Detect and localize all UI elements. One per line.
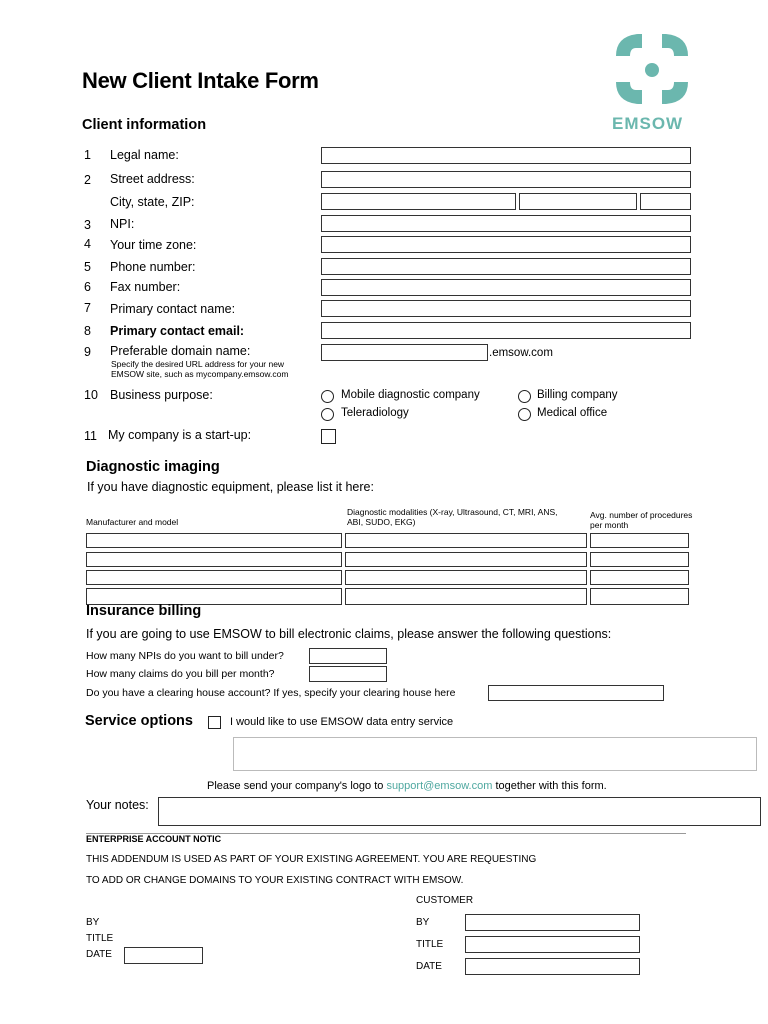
row-number: 8 bbox=[84, 324, 91, 338]
data-entry-checkbox[interactable] bbox=[208, 716, 221, 729]
client-info-heading: Client information bbox=[82, 117, 207, 133]
teleradiology-option: Teleradiology bbox=[341, 407, 409, 419]
row-number: 1 bbox=[84, 148, 91, 162]
fax-input[interactable] bbox=[321, 279, 691, 296]
title-label: TITLE bbox=[86, 933, 114, 944]
customer-by-input[interactable] bbox=[465, 914, 640, 931]
business-purpose-label: Business purpose: bbox=[110, 388, 213, 402]
equipment-cell[interactable] bbox=[590, 552, 689, 567]
row-number: 4 bbox=[84, 237, 91, 251]
clearing-house-question: Do you have a clearing house account? If yes, specify your clearing house here bbox=[86, 687, 456, 699]
customer-by-label: BY bbox=[416, 917, 430, 928]
domain-label: Preferable domain name: bbox=[110, 344, 251, 358]
page-title: New Client Intake Form bbox=[82, 68, 319, 93]
equipment-cell[interactable] bbox=[86, 570, 342, 585]
emsow-logo bbox=[608, 30, 696, 136]
customer-label: CUSTOMER bbox=[416, 895, 474, 906]
logo-note bbox=[207, 780, 607, 792]
time-zone-input[interactable] bbox=[321, 236, 691, 253]
state-input[interactable] bbox=[519, 193, 637, 210]
row-number: 5 bbox=[84, 260, 91, 274]
equipment-cell[interactable] bbox=[345, 570, 587, 585]
customer-title-input[interactable] bbox=[465, 936, 640, 953]
support-email-link[interactable]: support@emsow.com bbox=[386, 780, 493, 792]
domain-input[interactable] bbox=[321, 344, 488, 361]
claims-question: How many claims do you bill per month? bbox=[86, 668, 275, 680]
medical-office-option: Medical office bbox=[537, 407, 608, 419]
claims-input[interactable] bbox=[309, 666, 387, 682]
logo-note-after: together with this form. bbox=[495, 780, 607, 792]
phone-input[interactable] bbox=[321, 258, 691, 275]
street-address-input[interactable] bbox=[321, 171, 691, 188]
domain-hint: Specify the desired URL address for your new EMSOW site, such as mycompany.emsow.com bbox=[111, 359, 289, 379]
enterprise-line2: TO ADD OR CHANGE DOMAINS TO YOUR EXISTING CONTRACT WITH EMSOW. bbox=[86, 875, 464, 886]
insurance-intro: If you are going to use EMSOW to bill electronic claims, please answer the following questions: bbox=[86, 627, 612, 641]
logo-text: EMSOW bbox=[612, 114, 684, 133]
npis-input[interactable] bbox=[309, 648, 387, 664]
equipment-cell[interactable] bbox=[590, 588, 689, 605]
fax-label: Fax number: bbox=[110, 280, 181, 294]
contact-email-input[interactable] bbox=[321, 322, 691, 339]
equipment-cell[interactable] bbox=[590, 570, 689, 585]
teleradiology-radio[interactable] bbox=[321, 408, 334, 421]
service-details-input[interactable] bbox=[233, 737, 757, 771]
notes-label: Your notes: bbox=[86, 798, 149, 812]
contact-name-input[interactable] bbox=[321, 300, 691, 317]
date-label: DATE bbox=[86, 949, 112, 960]
equipment-cell[interactable] bbox=[345, 588, 587, 605]
insurance-heading: Insurance billing bbox=[86, 603, 202, 619]
col-avg-procedures: Avg. number of procedures per month bbox=[590, 510, 693, 530]
npi-label: NPI: bbox=[110, 217, 135, 231]
row-number: 10 bbox=[84, 388, 98, 402]
col-modalities: Diagnostic modalities (X-ray, Ultrasound, CT, MRI, ANS, ABI, SUDO, EKG) bbox=[347, 507, 558, 527]
col-manufacturer: Manufacturer and model bbox=[86, 517, 179, 527]
notes-input[interactable] bbox=[158, 797, 761, 826]
contact-name-label: Primary contact name: bbox=[110, 302, 236, 316]
diagnostic-subtitle: If you have diagnostic equipment, please list it here: bbox=[87, 480, 374, 494]
logo-note-before: Please send your company's logo to bbox=[207, 780, 384, 792]
by-label: BY bbox=[86, 917, 100, 928]
mobile-diagnostic-option: Mobile diagnostic company bbox=[341, 389, 480, 401]
row-number: 3 bbox=[84, 218, 91, 232]
phone-label: Phone number: bbox=[110, 260, 196, 274]
street-address-label: Street address: bbox=[110, 172, 195, 186]
customer-date-input[interactable] bbox=[465, 958, 640, 975]
row-number: 6 bbox=[84, 280, 91, 294]
enterprise-heading: ENTERPRISE ACCOUNT NOTIC bbox=[86, 834, 222, 844]
equipment-cell[interactable] bbox=[345, 552, 587, 567]
zip-input[interactable] bbox=[640, 193, 691, 210]
city-input[interactable] bbox=[321, 193, 516, 210]
row-number: 2 bbox=[84, 173, 91, 187]
row-number: 11 bbox=[84, 429, 97, 443]
equipment-cell[interactable] bbox=[590, 533, 689, 548]
row-number: 9 bbox=[84, 345, 91, 359]
date-input[interactable] bbox=[124, 947, 203, 964]
service-heading: Service options bbox=[85, 713, 193, 729]
equipment-cell[interactable] bbox=[345, 533, 587, 548]
npis-question: How many NPIs do you want to bill under? bbox=[86, 650, 284, 662]
medical-office-radio[interactable] bbox=[518, 408, 531, 421]
billing-company-option: Billing company bbox=[537, 389, 618, 401]
contact-email-label: Primary contact email: bbox=[110, 324, 245, 338]
row-number: 7 bbox=[84, 301, 91, 315]
enterprise-line1: THIS ADDENDUM IS USED AS PART OF YOUR EXISTING AGREEMENT. YOU ARE REQUESTING bbox=[86, 854, 537, 865]
clearing-house-input[interactable] bbox=[488, 685, 664, 701]
city-state-zip-label: City, state, ZIP: bbox=[110, 195, 195, 209]
npi-input[interactable] bbox=[321, 215, 691, 232]
data-entry-option: I would like to use EMSOW data entry service bbox=[230, 716, 454, 728]
legal-name-input[interactable] bbox=[321, 147, 691, 164]
time-zone-label: Your time zone: bbox=[110, 238, 197, 252]
customer-date-label: DATE bbox=[416, 961, 442, 972]
equipment-cell[interactable] bbox=[86, 533, 342, 548]
startup-label: My company is a start-up: bbox=[108, 428, 252, 442]
billing-company-radio[interactable] bbox=[518, 390, 531, 403]
equipment-cell[interactable] bbox=[86, 552, 342, 567]
legal-name-label: Legal name: bbox=[110, 148, 179, 162]
domain-suffix: .emsow.com bbox=[489, 347, 553, 359]
customer-title-label: TITLE bbox=[416, 939, 444, 950]
diagnostic-heading: Diagnostic imaging bbox=[86, 459, 220, 475]
mobile-diagnostic-radio[interactable] bbox=[321, 390, 334, 403]
startup-checkbox[interactable] bbox=[321, 429, 336, 444]
